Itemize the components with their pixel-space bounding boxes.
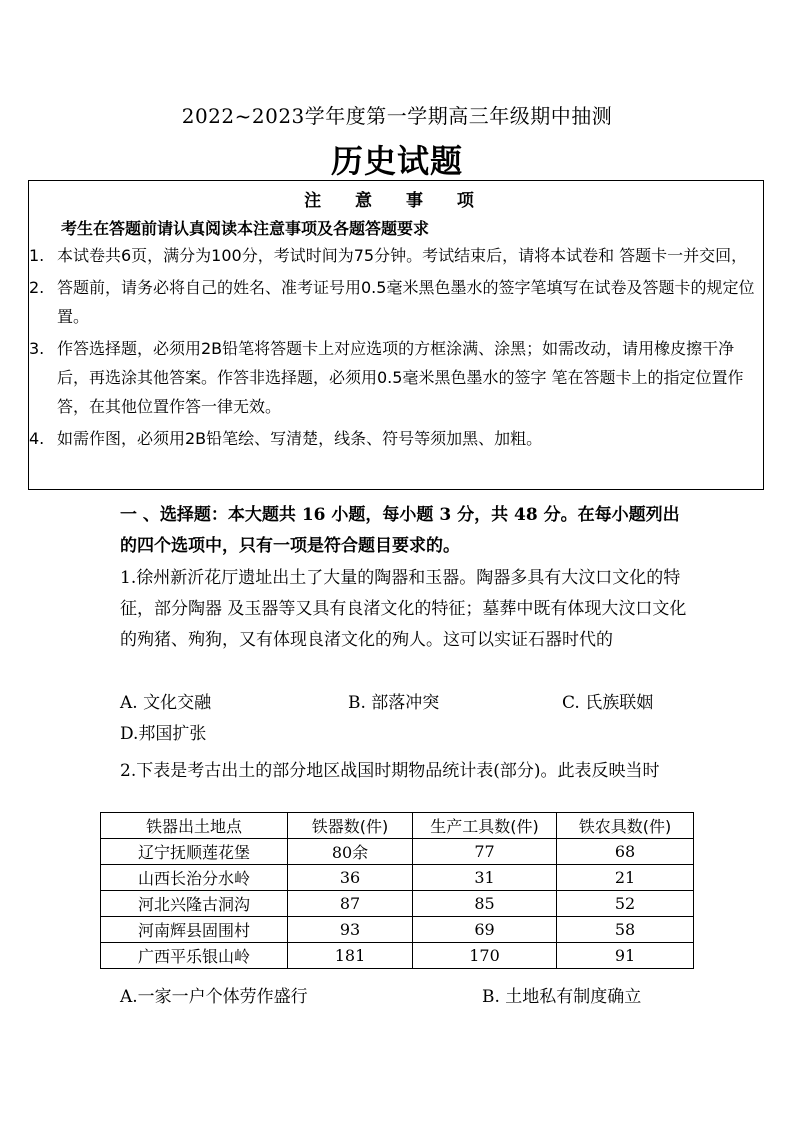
option-a: A.一家一户个体劳作盛行 xyxy=(120,987,308,1007)
notice-item-text: 答题前，请务必将自己的姓名、准考证号用0.5毫米黑色墨水的签字笔填写在试卷及答题卡的规定位置。 xyxy=(57,278,755,326)
notice-item-text: 本试卷共6页，满分为100分，考试时间为75分钟。考试结束后，请将本试卷和 答题卡一并交回， xyxy=(57,246,748,265)
table-cell: 181 xyxy=(288,943,413,969)
option-b: B. 土地私有制度确立 xyxy=(482,987,642,1007)
table-row xyxy=(101,865,694,891)
table-cell: 68 xyxy=(557,839,694,865)
table-cell: 77 xyxy=(413,839,557,865)
notice-item-number: 4. xyxy=(29,429,45,448)
table-cell: 36 xyxy=(288,865,413,891)
table-row xyxy=(101,943,694,969)
table-cell: 山西长治分水岭 xyxy=(101,865,288,891)
table-cell: 58 xyxy=(557,917,694,943)
notice-heading: 注 意 事 项 xyxy=(304,191,488,211)
table-row xyxy=(101,839,694,865)
notice-box xyxy=(28,180,764,490)
question-1-text: 1.徐州新沂花厅遗址出土了大量的陶器和玉器。陶器多具有大汶口文化的特征，部分陶器 及玉器等又具有良渚文化的特征；墓葬中既有体现大汶口文化的殉猪、殉狗，又有体现良渚文化的殉人。这可以实证石器时代的 xyxy=(120,568,687,650)
question-2-text: 2.下表是考古出土的部分地区战国时期物品统计表(部分)。此表反映当时 xyxy=(120,761,660,781)
notice-item xyxy=(29,241,763,270)
notice-intro: 考生在答题前请认真阅读本注意事项及各题答题要求 xyxy=(61,219,430,238)
notice-list xyxy=(29,241,763,456)
table-header-row xyxy=(101,813,694,839)
table-cell: 21 xyxy=(557,865,694,891)
option-d: D.邦国扩张 xyxy=(120,724,207,744)
table-cell: 85 xyxy=(413,891,557,917)
exam-subtitle: 2022~2023学年度第一学期高三年级期中抽测 xyxy=(181,104,613,128)
table-row xyxy=(101,891,694,917)
column-header: 铁农具数(件) xyxy=(557,813,694,839)
table-cell: 河南辉县固围村 xyxy=(101,917,288,943)
notice-item-text: 如需作图，必须用2B铅笔绘、写清楚，线条、符号等须加黑、加粗。 xyxy=(57,429,543,448)
notice-item-text: 作答选择题，必须用2B铅笔将答题卡上对应选项的方框涂满、涂黑；如需改动，请用橡皮擦干净后，再选涂其他答案。作答非选择题，必须用0.5毫米黑色墨水的签字 笔在答题卡上的指定位置作答，在其他位置作答一律无效。 xyxy=(57,339,744,416)
table-cell: 69 xyxy=(413,917,557,943)
table-row xyxy=(101,917,694,943)
table-cell: 91 xyxy=(557,943,694,969)
section-title: 一 、选择题：本大题共 16 小题，每小题 3 分，共 48 分。在每小题列出的四个选项中，只有一项是符合题目要求的。 xyxy=(120,505,680,556)
column-header: 生产工具数(件) xyxy=(413,813,557,839)
notice-item-number: 3. xyxy=(29,339,45,358)
notice-item xyxy=(29,424,763,453)
iron-artifact-table xyxy=(100,812,694,969)
table-cell: 广西平乐银山岭 xyxy=(101,943,288,969)
table-cell: 93 xyxy=(288,917,413,943)
notice-item xyxy=(29,273,763,331)
table-cell: 31 xyxy=(413,865,557,891)
page-title: 历史试题 xyxy=(330,142,463,180)
table-cell: 80余 xyxy=(288,839,413,865)
notice-item xyxy=(29,334,763,421)
notice-item-number: 2. xyxy=(29,278,45,297)
option-b: B. 部落冲突 xyxy=(348,693,440,713)
option-c: C. 氏族联姻 xyxy=(562,693,654,713)
table-cell: 河北兴隆古洞沟 xyxy=(101,891,288,917)
column-header: 铁器出土地点 xyxy=(101,813,288,839)
table-cell: 辽宁抚顺莲花堡 xyxy=(101,839,288,865)
table-cell: 170 xyxy=(413,943,557,969)
table-cell: 52 xyxy=(557,891,694,917)
column-header: 铁器数(件) xyxy=(288,813,413,839)
option-a: A. 文化交融 xyxy=(120,693,212,713)
notice-item-number: 1. xyxy=(29,246,45,265)
table-cell: 87 xyxy=(288,891,413,917)
